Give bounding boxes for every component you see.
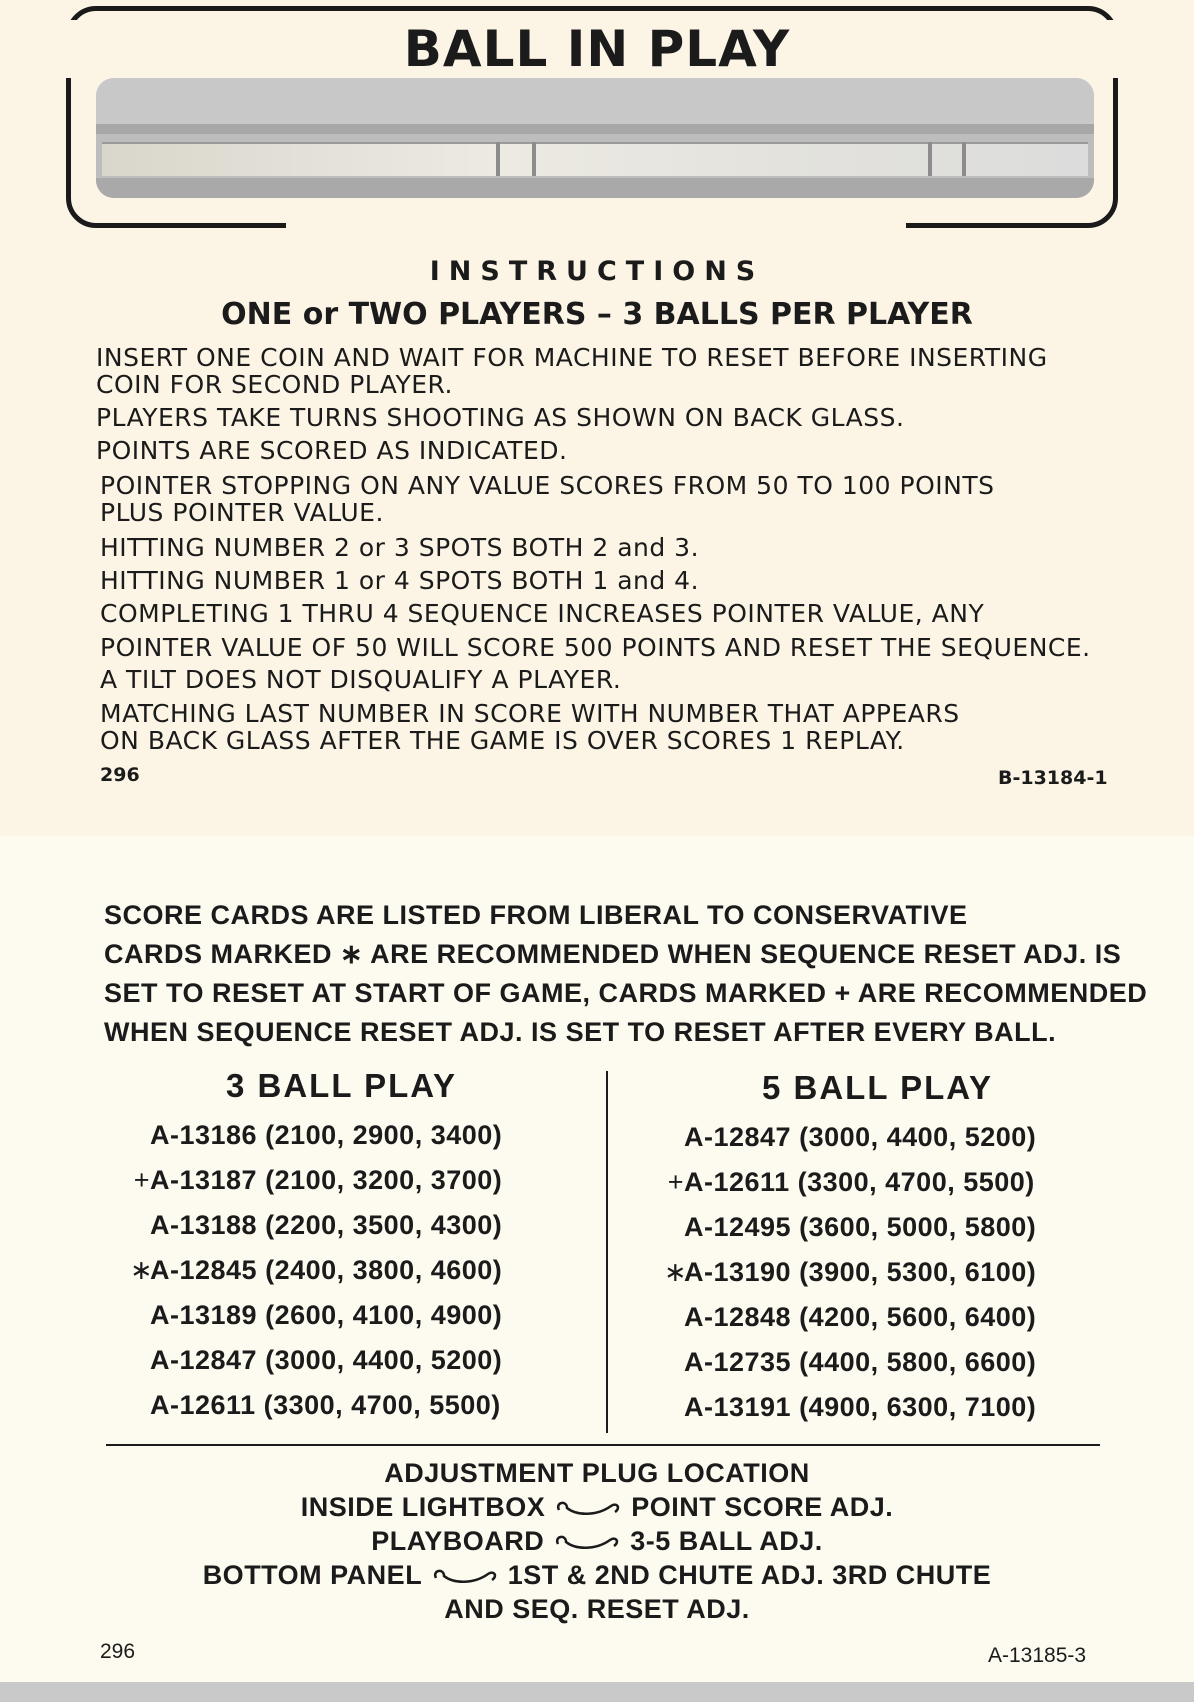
score-card-text: A-12611 (3300, 4700, 5500) <box>684 1167 1035 1197</box>
ball-in-play-window <box>96 78 1094 198</box>
card-code: B-13184-1 <box>998 767 1108 789</box>
card-number: 296 <box>100 764 140 786</box>
ball-in-play-title: BALL IN PLAY <box>0 20 1194 78</box>
score-intro-line: WHEN SEQUENCE RESET ADJ. IS SET TO RESET AFTER EVERY BALL. <box>104 1017 1057 1047</box>
score-card-row <box>130 1165 502 1196</box>
score-card-text: A-13191 (4900, 6300, 7100) <box>684 1392 1037 1422</box>
score-card-row <box>130 1120 502 1151</box>
instruction-line: POINTER VALUE OF 50 WILL SCORE 500 POINTS AND RESET THE SEQUENCE. <box>100 633 1091 662</box>
score-card-row <box>130 1345 502 1376</box>
score-card-text: A-13186 (2100, 2900, 3400) <box>150 1120 503 1150</box>
card-number: 296 <box>100 1640 136 1663</box>
instruction-line: POINTER STOPPING ON ANY VALUE SCORES FROM 50 TO 100 POINTS <box>100 471 995 500</box>
instruction-line: MATCHING LAST NUMBER IN SCORE WITH NUMBER THAT APPEARS <box>100 699 960 728</box>
score-card-row <box>664 1257 1036 1288</box>
score-card-text: A-12847 (3000, 4400, 5200) <box>150 1345 503 1375</box>
plug-symbol-icon <box>430 1566 500 1588</box>
recommendation-mark: ∗ <box>664 1257 688 1287</box>
score-card-row <box>130 1300 502 1331</box>
section-divider <box>106 1444 1100 1446</box>
frame-gap <box>286 222 906 232</box>
instruction-line: POINTS ARE SCORED AS INDICATED. <box>96 436 568 465</box>
score-card-text: A-12847 (3000, 4400, 5200) <box>684 1122 1037 1152</box>
instruction-line: COMPLETING 1 THRU 4 SEQUENCE INCREASES POINTER VALUE, ANY <box>100 599 985 628</box>
score-card-text: A-13187 (2100, 3200, 3700) <box>150 1165 503 1195</box>
instructions-heading: INSTRUCTIONS <box>429 256 765 287</box>
score-card-text: A-12611 (3300, 4700, 5500) <box>150 1390 501 1420</box>
score-card-row <box>664 1212 1036 1243</box>
three-ball-title: 3 BALL PLAY <box>226 1067 458 1104</box>
score-card-text: A-13189 (2600, 4100, 4900) <box>150 1300 503 1330</box>
score-card-text: A-12495 (3600, 5000, 5800) <box>684 1212 1037 1242</box>
instruction-line: PLAYERS TAKE TURNS SHOOTING AS SHOWN ON BACK GLASS. <box>96 403 905 432</box>
instruction-line: HITTING NUMBER 1 or 4 SPOTS BOTH 1 and 4. <box>100 566 700 595</box>
recommendation-mark: + <box>133 1165 150 1195</box>
recommendation-mark: + <box>667 1167 684 1197</box>
score-card-text: A-13188 (2200, 3500, 4300) <box>150 1210 503 1240</box>
adjustment-heading: ADJUSTMENT PLUG LOCATION <box>384 1458 810 1488</box>
five-ball-title: 5 BALL PLAY <box>762 1069 994 1106</box>
instruction-line: PLUS POINTER VALUE. <box>100 498 384 527</box>
score-card-row <box>130 1390 501 1421</box>
plug-symbol-icon <box>552 1532 622 1554</box>
adjustment-line: INSIDE LIGHTBOX POINT SCORE ADJ. <box>300 1492 894 1522</box>
instruction-line: INSERT ONE COIN AND WAIT FOR MACHINE TO RESET BEFORE INSERTING <box>96 343 1048 372</box>
score-card-text: A-12845 (2400, 3800, 4600) <box>150 1255 503 1285</box>
score-card-row <box>664 1302 1036 1333</box>
score-intro-line: SET TO RESET AT START OF GAME, CARDS MARKED + ARE RECOMMENDED <box>104 978 1148 1008</box>
adjustment-line: PLAYBOARD 3-5 BALL ADJ. <box>371 1526 823 1556</box>
recommendation-mark: ∗ <box>130 1255 154 1285</box>
players-line: ONE or TWO PLAYERS – 3 BALLS PER PLAYER <box>221 297 973 332</box>
score-card-row <box>664 1122 1036 1153</box>
instruction-line: ON BACK GLASS AFTER THE GAME IS OVER SCORES 1 REPLAY. <box>100 726 905 755</box>
score-card-row <box>664 1167 1035 1198</box>
adjustment-line: AND SEQ. RESET ADJ. <box>444 1594 750 1624</box>
card-code: A-13185-3 <box>988 1644 1087 1667</box>
scan-edge <box>0 1682 1194 1702</box>
plug-symbol-icon <box>553 1498 623 1520</box>
score-card-text: A-12735 (4400, 5800, 6600) <box>684 1347 1037 1377</box>
score-intro-line: SCORE CARDS ARE LISTED FROM LIBERAL TO CONSERVATIVE <box>104 900 968 930</box>
score-card-row <box>664 1347 1036 1378</box>
column-divider <box>606 1071 608 1433</box>
instruction-line: A TILT DOES NOT DISQUALIFY A PLAYER. <box>100 665 622 694</box>
instruction-line: COIN FOR SECOND PLAYER. <box>96 370 453 399</box>
score-card-row <box>130 1210 502 1241</box>
score-card-text: A-13190 (3900, 5300, 6100) <box>684 1257 1037 1287</box>
adjustment-line: BOTTOM PANEL 1ST & 2ND CHUTE ADJ. 3RD CHUTE <box>202 1560 992 1590</box>
score-card-text: A-12848 (4200, 5600, 6400) <box>684 1302 1037 1332</box>
score-card-row <box>130 1255 502 1286</box>
score-card-row <box>664 1392 1036 1423</box>
score-intro-line: CARDS MARKED ∗ ARE RECOMMENDED WHEN SEQUENCE RESET ADJ. IS <box>104 939 1122 969</box>
instruction-line: HITTING NUMBER 2 or 3 SPOTS BOTH 2 and 3. <box>100 533 700 562</box>
